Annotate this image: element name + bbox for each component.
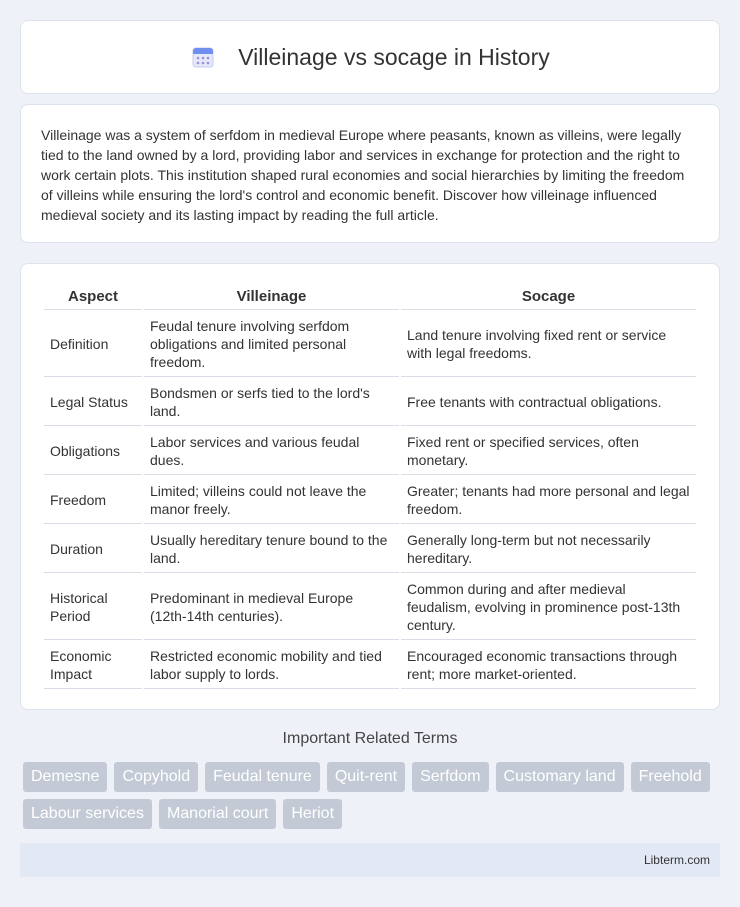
- tag-demesne[interactable]: Demesne: [23, 762, 107, 792]
- tag-freehold[interactable]: Freehold: [631, 762, 710, 792]
- calendar-icon: [190, 44, 216, 70]
- comparison-table: [42, 282, 698, 691]
- table-row: [44, 312, 696, 377]
- cell-socage: Greater; tenants had more personal and legal freedom.: [401, 477, 696, 524]
- header-aspect: Aspect: [44, 284, 142, 310]
- cell-socage: Land tenure involving fixed rent or service with legal freedoms.: [401, 312, 696, 377]
- tag-feudal-tenure[interactable]: Feudal tenure: [205, 762, 320, 792]
- cell-socage: Encouraged economic transactions through rent; more market-oriented.: [401, 642, 696, 689]
- table-header-row: [44, 284, 696, 310]
- cell-villeinage: Usually hereditary tenure bound to the land.: [144, 526, 399, 573]
- cell-aspect: Obligations: [44, 428, 142, 475]
- tag-copyhold[interactable]: Copyhold: [114, 762, 198, 792]
- cell-aspect: Historical Period: [44, 575, 142, 640]
- cell-villeinage: Bondsmen or serfs tied to the lord's land.: [144, 379, 399, 426]
- table-row: [44, 477, 696, 524]
- header-socage: Socage: [401, 284, 696, 310]
- cell-aspect: Duration: [44, 526, 142, 573]
- cell-villeinage: Predominant in medieval Europe (12th-14th centuries).: [144, 575, 399, 640]
- tag-serfdom[interactable]: Serfdom: [412, 762, 488, 792]
- cell-socage: Free tenants with contractual obligations.: [401, 379, 696, 426]
- related-terms-list: [23, 762, 723, 836]
- cell-aspect: Legal Status: [44, 379, 142, 426]
- related-terms-title: Important Related Terms: [282, 730, 458, 747]
- cell-villeinage: Limited; villeins could not leave the manor freely.: [144, 477, 399, 524]
- cell-villeinage: Labor services and various feudal dues.: [144, 428, 399, 475]
- page-title: Villeinage vs socage in History: [238, 43, 550, 70]
- tag-quit-rent[interactable]: Quit-rent: [327, 762, 405, 792]
- header-villeinage: Villeinage: [144, 284, 399, 310]
- cell-socage: Common during and after medieval feudalism, evolving in prominence post-13th century.: [401, 575, 696, 640]
- table-row: [44, 428, 696, 475]
- cell-villeinage: Restricted economic mobility and tied labor supply to lords.: [144, 642, 399, 689]
- table-row: [44, 575, 696, 640]
- cell-socage: Fixed rent or specified services, often monetary.: [401, 428, 696, 475]
- intro-text: Villeinage was a system of serfdom in medieval Europe where peasants, known as villeins, were legally tied to the land owned by a lord, providing labor and services in exchange for protection and the right to work certain plots. This institution shaped rural economies and social hierarchies by limiting the freedom of villeins while ensuring the lord's control and economic benefit. Discover how villeinage influenced medieval society and its lasting impact by reading the full article.: [41, 127, 685, 223]
- cell-aspect: Definition: [44, 312, 142, 377]
- table-row: [44, 642, 696, 689]
- table-row: [44, 379, 696, 426]
- header-card: [20, 20, 720, 94]
- tag-manorial-court[interactable]: Manorial court: [159, 799, 276, 829]
- table-row: [44, 526, 696, 573]
- cell-aspect: Freedom: [44, 477, 142, 524]
- tag-heriot[interactable]: Heriot: [283, 799, 342, 829]
- intro-card: [20, 104, 720, 243]
- footer-brand[interactable]: Libterm.com: [643, 853, 710, 867]
- cell-socage: Generally long-term but not necessarily hereditary.: [401, 526, 696, 573]
- tag-customary-land[interactable]: Customary land: [496, 762, 624, 792]
- comparison-table-card: [20, 263, 720, 710]
- cell-aspect: Economic Impact: [44, 642, 142, 689]
- tag-labour-services[interactable]: Labour services: [23, 799, 152, 829]
- cell-villeinage: Feudal tenure involving serfdom obligations and limited personal freedom.: [144, 312, 399, 377]
- footer: [20, 843, 720, 877]
